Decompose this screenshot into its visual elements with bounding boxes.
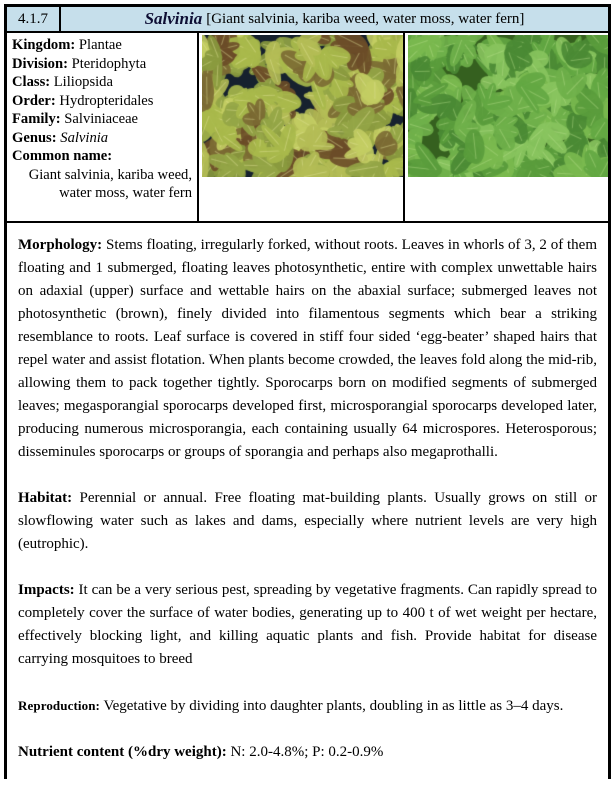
taxonomy-row — [12, 36, 192, 55]
taxonomy-value: Salvinia — [60, 129, 109, 146]
taxonomy-label: Division: — [12, 55, 68, 72]
outer-table-frame — [4, 4, 611, 782]
description-section — [18, 487, 597, 556]
taxonomy-label: Class: — [12, 74, 51, 90]
taxonomy-row — [12, 55, 192, 74]
taxonomy-and-photos-row — [7, 33, 608, 223]
taxonomy-row — [12, 110, 192, 129]
taxonomy-label: Genus: — [12, 129, 57, 146]
photo-cell-right — [405, 33, 609, 221]
header-row — [7, 7, 608, 33]
section-label: Nutrient content (%dry weight): — [18, 744, 227, 760]
taxonomy-value: Liliopsida — [53, 74, 113, 90]
description-section — [18, 579, 597, 671]
description-cell — [7, 223, 608, 779]
description-section — [18, 694, 597, 718]
taxonomy-value: Pteridophyta — [71, 55, 147, 72]
taxonomy-row — [12, 129, 192, 148]
section-label: Reproduction: — [18, 698, 100, 713]
section-text: Stems floating, irregularly forked, without roots. Leaves in whorls of 3, 2 of them floating and 1 submerged, floating leaves photosynthetic, entire with complex unwettable hairs on adaxial (upper) surface and wettable hairs on the abaxial surface; submerged leaves not photosynthetic (brown), finely divided into filamentous segments which bear a striking resemblance to roots. Leaf surface is covered in stiff four sided ‘egg-beater’ shaped hairs that repel water and assist flotation. When plants become crowded, the leaves fold along the mid-rib, allowing them to pack together tightly. Sporocarps born on modified segments of submerged leaves; megasporangial sporocarps developed first, microsporangial sporocarps developed later, producing numerous microsporangia, each containing usually 64 microspores. Heterosporous; disseminules sporocarps or groups of sporangia and perhaps also megaprothalli. — [18, 237, 597, 460]
section-number: 4.1.7 — [18, 10, 48, 27]
section-label: Habitat: — [18, 490, 73, 506]
taxonomy-value: Hydropteridales — [59, 92, 154, 109]
title-cell — [61, 7, 608, 31]
salvinia-photo-green-leaves — [408, 35, 609, 177]
taxonomy-label: Kingdom: — [12, 37, 76, 53]
common-name-value: Giant salvinia, kariba weed, water moss, water fern — [28, 166, 192, 201]
description-section — [18, 741, 597, 764]
taxonomy-row — [12, 73, 192, 92]
section-label: Impacts: — [18, 582, 75, 598]
page-bottom-margin — [0, 779, 615, 788]
description-section — [18, 234, 597, 464]
taxonomy-cell — [7, 33, 199, 221]
taxonomy-row — [12, 92, 192, 111]
section-text: Perennial or annual. Free floating mat-building plants. Usually grows on still or slowflowing water such as lakes and dams, especially where nutrient levels are very high (eutrophic). — [18, 490, 597, 552]
taxonomy-value: Salviniaceae — [64, 111, 139, 127]
taxonomy-label: Order: — [12, 92, 56, 109]
section-label: Morphology: — [18, 237, 103, 253]
taxonomy-value: Plantae — [78, 37, 122, 53]
section-text: Vegetative by dividing into daughter plants, doubling in as little as 3–4 days. — [99, 698, 564, 714]
common-name-label: Common name: — [12, 148, 113, 164]
section-text: N: 2.0-4.8%; P: 0.2-0.9% — [226, 744, 384, 760]
photo-cell-left — [199, 33, 405, 221]
title-genus: Salvinia — [144, 9, 203, 28]
section-text: It can be a very serious pest, spreading by vegetative fragments. Can rapidly spread to completely cover the surface of water bodies, generating up to 400 t of wet weight per hectare, effectively blocking light, and killing aquatic plants and fish. Provide habitat for disease carrying mosquitoes to breed — [18, 582, 597, 667]
taxonomy-label: Family: — [12, 111, 61, 127]
section-number-cell — [7, 7, 61, 31]
salvinia-photo-dark-water — [202, 35, 403, 177]
title-common-names: [Giant salvinia, kariba weed, water moss, water fern] — [206, 10, 525, 27]
taxonomy-row-common-name — [12, 147, 192, 166]
